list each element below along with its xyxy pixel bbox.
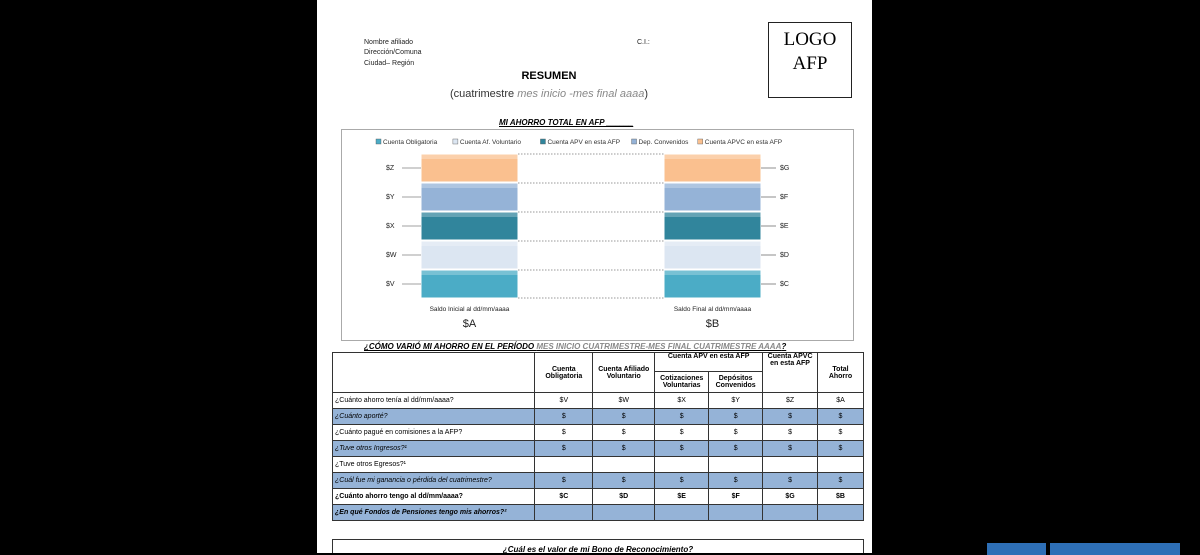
table-cell [763,457,818,473]
bar-segment-highlight [421,270,518,275]
table-cell: $B [818,489,864,505]
period-prefix: (cuatrimestre [449,88,518,100]
segment-label: $Z [386,165,395,172]
table-cell: $Z [763,393,818,409]
table-cell: $ [763,441,818,457]
table-cell: $Y [709,393,763,409]
table-row [333,425,864,441]
row-label: ¿Tuve otros Egresos?¹ [333,457,535,473]
period-months: mes inicio -mes final aaaa [517,88,645,100]
table-cell: $ [709,441,763,457]
savings-variation-table [332,352,864,521]
nav-button-right[interactable] [1050,543,1180,555]
table-cell: $C [535,489,593,505]
ciudad-region: Ciudad– Región [364,60,415,67]
segment-label: $X [386,223,395,230]
afp-logo [768,22,852,98]
table-cell: $ [535,425,593,441]
table-cell [535,457,593,473]
chart-section-title: MI AHORRO TOTAL EN AFP ______ [499,118,634,127]
table-cell [655,505,709,521]
row-label: ¿Cuánto ahorro tenía al dd/mm/aaaa? [333,393,535,409]
legend-swatch [453,139,458,144]
table-row [333,473,864,489]
table-cell: $E [655,489,709,505]
table-cell: $ [655,409,709,425]
bar-segment-highlight [664,270,761,275]
table-cell: $ [818,473,864,489]
table-cell: $ [655,441,709,457]
row-label: ¿Cuánto ahorro tengo al dd/mm/aaaa? [333,489,535,505]
table-cell [818,505,864,521]
table-cell: $ [593,409,655,425]
table-cell: $V [535,393,593,409]
document-page [317,0,872,553]
segment-label: $Y [386,194,395,201]
table-cell [593,505,655,521]
header-obligatoria: Cuenta Obligatoria [535,353,593,393]
table-cell: $ [763,409,818,425]
category-total: $A [462,318,477,330]
row-label: ¿Tuve otros Ingresos?¹ [333,441,535,457]
savings-chart [341,129,854,341]
legend-swatch [698,139,703,144]
logo-line-1: LOGO [783,29,837,50]
bar-segment-highlight [421,154,518,159]
legend-label: Cuenta Obligatoria [383,139,438,146]
table-cell: $ [535,409,593,425]
table-row [333,393,864,409]
table-cell: $W [593,393,655,409]
nav-button-left[interactable] [987,543,1046,555]
table-row [333,489,864,505]
table-cell [593,457,655,473]
table-cell [818,457,864,473]
header-depositos: Depósitos Convenidos [709,372,763,393]
bar-segment-highlight [664,212,761,217]
table-cell: $ [593,441,655,457]
table-row [333,505,864,521]
table-cell: $ [655,425,709,441]
chart-svg [342,130,853,340]
legend-label: Cuenta Af. Voluntario [459,139,521,146]
table-cell: $X [655,393,709,409]
table-row [333,457,864,473]
bar-segment-highlight [664,154,761,159]
table-title-end: ? [781,342,787,351]
table-cell [655,457,709,473]
legend-label: Cuenta APVC en esta AFP [704,139,783,146]
category-label: Saldo Inicial al dd/mm/aaaa [429,306,510,313]
table-cell: $ [818,409,864,425]
logo-line-2: AFP [792,53,828,74]
bar-segment-highlight [421,212,518,217]
header-apv-group: Cuenta APV en esta AFP [655,353,763,372]
direccion-comuna: Dirección/Comuna [364,49,422,56]
row-label: ¿Cuánto aporté? [333,409,535,425]
table-title-main: ¿CÓMO VARIÓ MI AHORRO EN EL PERÍODO [364,342,537,351]
bar-segment-highlight [664,183,761,188]
table-cell: $ [763,473,818,489]
table-cell: $ [818,425,864,441]
table-cell: $G [763,489,818,505]
legend-swatch [376,139,381,144]
table-cell: $ [818,441,864,457]
table-cell: $ [593,473,655,489]
table-cell: $F [709,489,763,505]
category-label: Saldo Final al dd/mm/aaaa [673,306,752,313]
nombre-afiliado: Nombre afiliado [364,39,414,46]
bono-section-title: ¿Cuál es el valor de mi Bono de Reconocimiento? [332,539,864,553]
bar-segment-highlight [421,241,518,246]
legend-label: Dep. Convenidos [638,139,689,146]
category-total: $B [705,318,720,330]
table-cell: $ [535,441,593,457]
table-cell: $ [709,409,763,425]
table-cell: $A [818,393,864,409]
table-row [333,409,864,425]
segment-label: $G [780,165,790,172]
table-cell: $ [763,425,818,441]
table-title-period: MES INICIO CUATRIMESTRE-MES FINAL CUATRIMESTRE AAAA [536,342,782,351]
row-label: ¿En qué Fondos de Pensiones tengo mis ahorros?² [333,505,535,521]
table-cell: $D [593,489,655,505]
legend-swatch [632,139,637,144]
bar-segment-highlight [421,183,518,188]
table-cell [709,457,763,473]
table-cell [535,505,593,521]
segment-label: $E [780,223,789,230]
resumen-title: RESUMEN [521,70,577,82]
header-cotizaciones: Cotizaciones Voluntarias [655,372,709,393]
legend-swatch [540,139,545,144]
table-cell [709,505,763,521]
table-cell: $ [655,473,709,489]
ci-label: C.I.: [637,39,650,46]
table-row [333,441,864,457]
table-cell: $ [709,473,763,489]
period-subtitle [317,88,781,100]
bar-segment-highlight [664,241,761,246]
table-cell: $ [535,473,593,489]
segment-label: $F [780,194,789,201]
segment-label: $D [780,252,789,259]
header-voluntario: Cuenta Afiliado Voluntario [593,353,655,393]
table-cell: $ [593,425,655,441]
row-label: ¿Cuál fue mi ganancia o pérdida del cuatrimestre? [333,473,535,489]
header-apvc: Cuenta APVC en esta AFP [763,353,818,393]
segment-label: $V [386,281,395,288]
legend-label: Cuenta APV en esta AFP [547,139,621,146]
segment-label: $W [386,252,397,259]
table-cell [763,505,818,521]
period-suffix: ) [644,88,649,100]
row-label: ¿Cuánto pagué en comisiones a la AFP? [333,425,535,441]
table-section-title [364,342,786,351]
segment-label: $C [780,281,789,288]
header-blank [333,353,535,393]
table-cell: $ [709,425,763,441]
header-total: Total Ahorro [818,353,864,393]
